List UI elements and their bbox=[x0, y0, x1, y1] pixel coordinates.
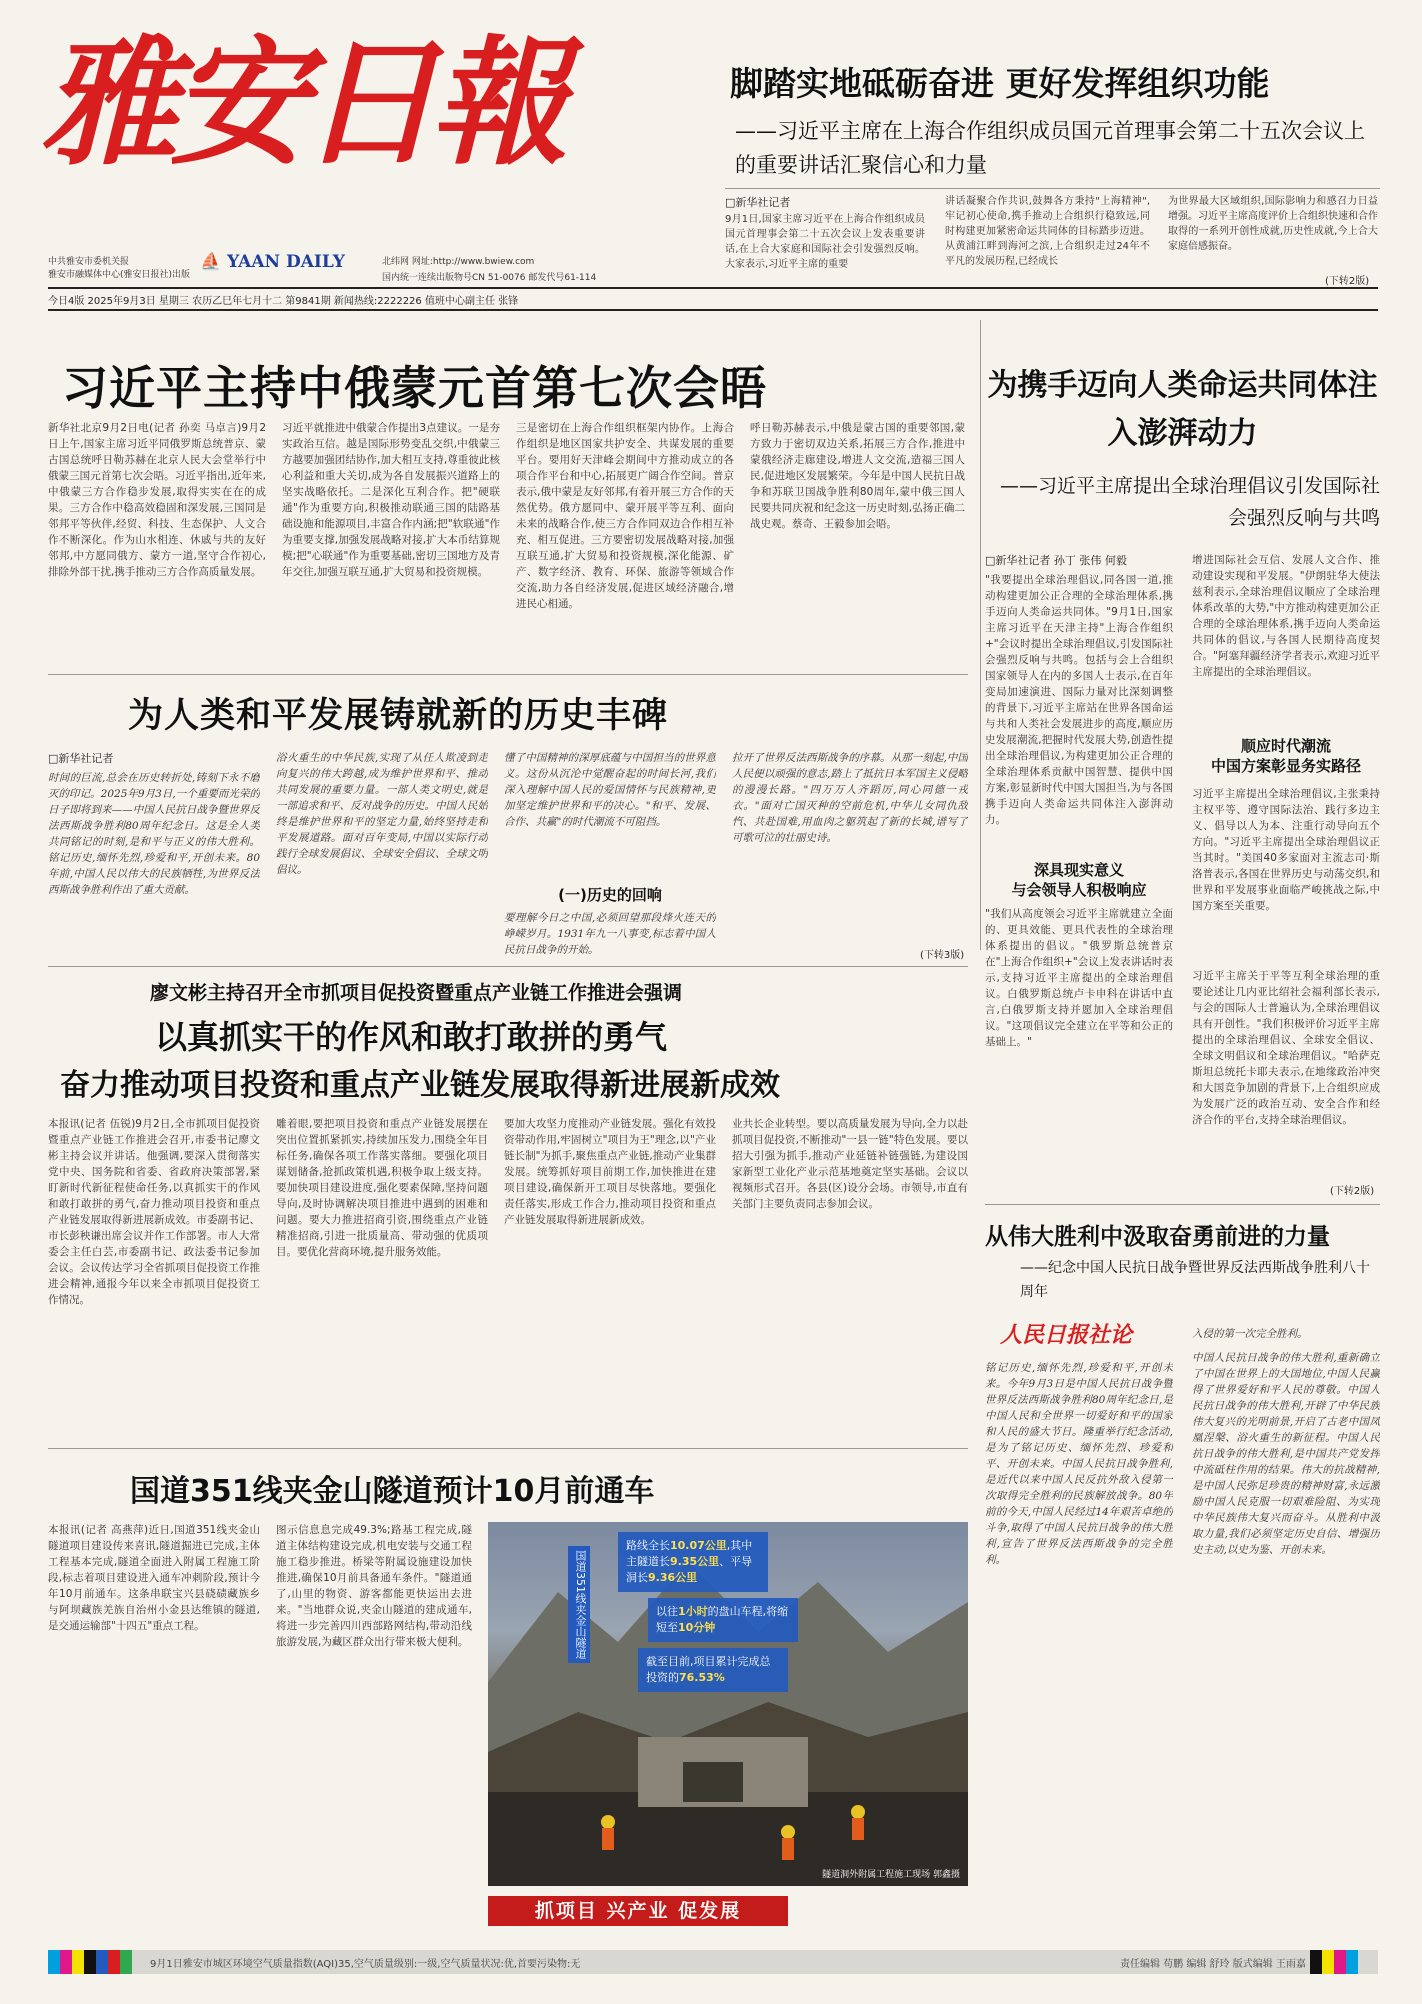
right1-col-e: 习近平主席关于平等互利全球治理的重要论述让几内亚比绍社会福利部长表示,与会的国际人士普遍认为,全球治理倡议具有开创性。"我们积极评价习近平主席提出的全球治理倡议、全球安全倡议、全球文明倡议和全球治理倡议。"哈萨克斯坦总统托卡耶夫表示,在地缘政治冲突和大国竞争加剧的背景下,上合组织应成为发展广泛的政治互动、安全合作和经济合作的平台,支持全球治理倡议。 bbox=[1192, 970, 1380, 1126]
c2a: 以往 bbox=[656, 1605, 678, 1618]
swatch-cyan bbox=[48, 1950, 60, 1974]
editorial-logo-text: 人民日报社论 bbox=[1000, 1322, 1133, 1348]
footer-swatches-right bbox=[1310, 1950, 1358, 1974]
peace-continued: (下转3版) bbox=[920, 950, 965, 961]
tunnel-callout-1 bbox=[618, 1532, 768, 1592]
right1-col-b: 增进国际社会互信、发展人文合作、推动建设实现和平发展。"伊朗驻华大使法兹利表示,全球治理倡议顺应了全球治理体系改革的大势,"中方推动构建更加公正合理的全球治理体系,携手迈向人类命运共同体的倡议,与各国人民期待高度契合。"阿塞拜疆经济学者表示,欢迎习近平主席提出的全球治理倡议。 bbox=[1192, 554, 1380, 678]
right1-byline: □新华社记者 孙丁 张伟 何毅 bbox=[985, 554, 1127, 567]
projects-kicker: 廖文彬主持召开全市抓项目促投资暨重点产业链工作推进会强调 bbox=[150, 982, 683, 1004]
swatch-magenta bbox=[60, 1950, 72, 1974]
footer-weather: 9月1日雅安市城区环境空气质量指数(AQI)35,空气质量级别:一级,空气质量状况:优,首要污染物:无 bbox=[150, 1959, 581, 1970]
projects-col4: 业共长企业转型。要以高质量发展为导向,全力以赴抓项目促投资,不断推动"一县一链"特色发展。要以招大引强为抓手,推动产业延链补链强链,为建设国家新型工业化产业示范基地奠定坚实基础。会议以视频形式召开。各县(区)设分会场。市领导,市直有关部门主要负责同志参加会议。 bbox=[732, 1118, 968, 1210]
swatch-blue bbox=[96, 1950, 108, 1974]
c3b: 76.53% bbox=[679, 1671, 725, 1684]
date-line: 今日4版 2025年9月3日 星期三 农历乙巳年七月十二 第9841期 新闻热线:2222226 值班中心副主任 张锋 bbox=[48, 296, 519, 307]
right1-sub1: 顺应时代潮流 中国方案彰显务实路径 bbox=[1210, 737, 1361, 775]
projects-col1: 本报讯(记者 伍锐)9月2日,全市抓项目促投资暨重点产业链工作推进会召开,市委书记廖文彬主持会议并讲话。他强调,要深入贯彻落实党中央、国务院和省委、省政府决策部署,紧盯新时代新征程使命任务,以真抓实干的作风和敢打敢拼的勇气,奋力推动项目投资和重点产业链发展取得新进展新成效。市委副书记、市长彭秧谦出席会议并作工作部署。市人大常委会主任白芸,市委副书记、政法委书记参加会议。会议传达学习全省抓项目促投资工作推进会精神,通报今年以来全市抓项目促投资工作情况。 bbox=[48, 1118, 260, 1306]
swatch-black bbox=[84, 1950, 96, 1974]
c2d: 10分钟 bbox=[678, 1621, 716, 1634]
right1-col-d: "我们从高度领会习近平主席就建立全面的、更具效能、更具代表性的全球治理体系提出的倡议。"俄罗斯总统普京在"上海合作组织+"会议上发表讲话时表示,支持习近平主席提出的全球治理倡议。白俄罗斯总统卢卡申科在讲话中直言,白俄罗斯支持并愿加入全球治理倡议。"这项倡议完全建立在平等和公正的基础上。" bbox=[985, 908, 1173, 1048]
issn-info: 国内统一连续出版物号CN 51-0076 邮发代号61-114 bbox=[382, 273, 597, 283]
c1b: 10.07公里 bbox=[670, 1539, 727, 1552]
peace-col4: 拉开了世界反法西斯战争的序幕。从那一刻起,中国人民便以顽强的意志,踏上了抵抗日本军国主义侵略的漫漫长路。"四万万人齐蹈厉,同心同德一戎衣。"面对亡国灭种的空前危机,中华儿女同仇敌忾、共赴国难,用血肉之躯筑起了新的长城,谱写了可歌可泣的壮丽史诗。 bbox=[732, 752, 968, 844]
sco-col2: 习近平就推进中俄蒙合作提出3点建议。一是夯实政治互信。越是国际形势变乱交织,中俄蒙三方越要加强团结协作,加大相互支持,尊重彼此核心利益和重大关切,成为各自发展振兴道路上的坚实战略依托。二是深化互利合作。把"硬联通"作为重要方向,积极推动联通三国的陆路基础设施和能源项目,丰富合作内涵;把"软联通"作为重要支撑,加强发展战略对接,扩大本币结算规模;把"心联通"作为重要基础,密切三国地方及青年交往,加强互联互通,扩大贸易和投资规模。 bbox=[282, 422, 500, 578]
swatch-r-magenta bbox=[1334, 1950, 1346, 1974]
right1-continued: (下转2版) bbox=[1330, 1186, 1375, 1197]
swatch-r-yellow bbox=[1322, 1950, 1334, 1974]
right1-title: 为携手迈向人类命运共同体注入澎湃动力 bbox=[987, 368, 1378, 451]
editorial-title: 从伟大胜利中汲取奋勇前进的力量 bbox=[985, 1224, 1330, 1250]
c3a: 截至目前,项目累计完成总投资的 bbox=[646, 1655, 771, 1684]
c1e: 、平导洞长 bbox=[626, 1555, 753, 1584]
editorial-col2: 中国人民抗日战争的伟大胜利,重新确立了中国在世界上的大国地位,中国人民赢得了世界爱好和平人民的尊敬。中国人民抗日战争的伟大胜利,开辟了中华民族伟大复兴的光明前景,开启了古老中国凤凰涅槃、浴火重生的新征程。中国人民抗日战争的伟大胜利,是中国共产党发挥中流砥柱作用的结果。伟大的抗战精神,是中国人民弥足珍贵的精神财富,永远激励中国人民克服一切艰难险阻、为实现中华民族伟大复兴而奋斗。从胜利中汲取力量,我们必须坚定历史自信、增强历史主动,以史为鉴、开创未来。 bbox=[1192, 1352, 1380, 1556]
tunnel-top-rule bbox=[48, 1448, 968, 1449]
english-title: YAAN DAILY bbox=[227, 252, 345, 272]
projects-title1: 以真抓实干的作风和敢打敢拼的勇气 bbox=[155, 1018, 668, 1056]
top-story-col1: 9月1日,国家主席习近平在上海合作组织成员国元首理事会第二十五次会议上发表重要讲话,在上合大家庭和国际社会引发强烈反响。大家表示,习近平主席的重要 bbox=[725, 214, 925, 270]
peace-byline: □新华社记者 bbox=[48, 752, 114, 765]
peace-col1: 时间的巨流,总会在历史转折处,铸刻下永不磨灭的印记。2025年9月3日,一个重要而光荣的日子即将到来——中国人民抗日战争暨世界反法西斯战争胜利80周年纪念日。这是全人类共同铭记的时刻,是和平与正义的伟大胜利。铭记历史,缅怀先烈,珍爱和平,开创未来。80年前,中国人民以伟大的民族牺牲,为世界反法西斯战争胜利作出了重大贡献。 bbox=[48, 772, 260, 896]
c2b: 1小时 bbox=[678, 1605, 708, 1618]
sail-icon: ⛵ bbox=[200, 252, 222, 272]
sco-col4: 呼日勒苏赫表示,中俄是蒙古国的重要邻国,蒙方致力于密切双边关系,拓展三方合作,推进中蒙俄经济走廊建设,增进人文交流,造福三国人民,促进地区发展繁荣。今年是中国人民抗日战争和苏联卫国战争胜利80周年,蒙中俄三国人民要共同庆祝和纪念这一历史时刻,弘扬正确二战史观。蔡奇、王毅参加会晤。 bbox=[750, 422, 965, 530]
projects-col3: 要加大攻坚力度推动产业链发展。强化有效投资带动作用,牢固树立"项目为王"理念,以"产业链长制"为抓手,聚焦重点产业链,推动产业集群发展。统筹抓好项目前期工作,加快推进在建项目建设,确保新开工项目尽快落地。要强化责任落实,形成工作合力,推动项目投资和重点产业链发展取得新进展新成效。 bbox=[504, 1118, 716, 1226]
peace-col2: 浴火重生的中华民族,实现了从任人欺凌到走向复兴的伟大跨越,成为维护世界和平、推动共同发展的重要力量。一部人类文明史,就是一部追求和平、反对战争的历史。中国人民始终是维护世界和平的坚定力量,始终坚持走和平发展道路。面对百年变局,中国以实际行动践行全球发展倡议、全球安全倡议、全球文明倡议。 bbox=[276, 752, 488, 876]
right1-col-c: 习近平主席提出全球治理倡议,主张秉持主权平等、遵守国际法治、践行多边主义、倡导以人为本、注重行动导向五个方向。"习近平主席提出全球治理倡议正当其时。"美国40多家面对主流志司·斯洛普表示,各国在世界历史与动荡交织,和世界和平发展事业面临严峻挑战之际,中国方案至关重要。 bbox=[1192, 788, 1380, 912]
top-story-rule bbox=[725, 188, 1380, 189]
right1-sub2: 深具现实意义 与会领导人积极响应 bbox=[1011, 861, 1147, 899]
peace-title: 为人类和平发展铸就新的历史丰碑 bbox=[128, 696, 669, 736]
swatch-red bbox=[108, 1950, 120, 1974]
date-rule bbox=[48, 309, 1378, 311]
editorial-intro: 入侵的第一次完全胜利。 bbox=[1192, 1328, 1308, 1340]
swatch-r-cyan bbox=[1346, 1950, 1358, 1974]
footer-editors: 责任编辑 苟鹏 编辑 舒玲 版式编辑 王雨嘉 bbox=[1120, 1959, 1306, 1970]
vertical-rule bbox=[980, 320, 981, 950]
projects-title2: 奋力推动项目投资和重点产业链发展取得新进展新成效 bbox=[60, 1068, 780, 1103]
tunnel-tag: 国道351线夹金山隧道 bbox=[568, 1546, 590, 1663]
editorial-logo bbox=[1000, 1318, 1132, 1349]
tunnel-col1: 本报讯(记者 高燕萍)近日,国道351线夹金山隧道项目建设传来喜讯,隧道掘进已完成,主体工程基本完成,隧道全面进入附属工程施工阶段,标志着项目建设进入通车冲刺阶段,预计今年10月前通车。这条串联宝兴县硗碛藏族乡与阿坝藏族羌族自治州小金县达维镇的隧道,是交通运输部"十四五"重点工程。 bbox=[48, 1524, 260, 1632]
masthead-english bbox=[200, 252, 345, 272]
sco-col3: 三是密切在上海合作组织框架内协作。上海合作组织是地区国家共护安全、共谋发展的重要平台。要用好天津峰会期间中方推动成立的各项合作平台和中心,拓展更广阔合作空间。普京表示,俄中蒙是友好邻邦,有着开展三方合作的天然优势。俄方愿同中、蒙开展平等互利、面向未来的战略合作,使三方合作同双边合作相互补充、相互促进。三方要密切发展战略对接,加强互联互通,扩大贸易和投资规模,深化能源、矿产、数字经济、教育、环保、旅游等领域合作交流,助力各自经济发展,促进区域经济融合,增进民心相通。 bbox=[516, 422, 734, 610]
tunnel-col2: 图示信息息完成49.3%;路基工程完成,隧道主体结构建设完成,机电安装与交通工程施工稳步推进。桥梁等附属设施建设加快推进,确保10月前具备通车条件。"隧道通了,山里的物资、游客都能更快运出去进来。"当地群众说,夹金山隧道的建成通车,将进一步完善四川西部路网结构,带动沿线旅游发展,为藏区群众出行带来极大便利。 bbox=[276, 1524, 472, 1648]
edition-info: 北纬网 网址:http://www.bwiew.com bbox=[382, 257, 535, 267]
sco-title: 习近平主持中俄蒙元首第七次会晤 bbox=[62, 361, 767, 415]
editorial-top-rule bbox=[985, 1204, 1380, 1205]
top-story-continued: (下转2版) bbox=[1325, 276, 1370, 287]
top-story-title: 脚踏实地砥砺奋进 更好发挥组织功能 bbox=[730, 64, 1270, 103]
tunnel-callout-3 bbox=[638, 1648, 788, 1692]
sco-col1: 新华社北京9月2日电(记者 孙奕 马卓言)9月2日上午,国家主席习近平同俄罗斯总统普京、蒙古国总统呼日勒苏赫在北京人民大会堂举行中俄蒙三国元首第七次会晤。习近平指出,近年来,中俄蒙三方合作稳步发展,取得实实在在的成果。三方合作中稳高效稳固和深发展,三国同是邻邦平等伙伴,经贸、科技、生态保护、人文合作不断深化。作为山水相连、休戚与共的友好邻邦,中方愿同俄方、蒙方一道,坚守合作初心,排除外部干扰,携手推动三方合作高质量发展。 bbox=[48, 422, 266, 578]
tunnel-callout-2 bbox=[648, 1598, 798, 1642]
top-story-subtitle: ——习近平主席在上海合作组织成员国元首理事会第二十五次会议上的重要讲话汇聚信心和力量 bbox=[735, 119, 1365, 177]
c1c: ,其中主隧道长 bbox=[626, 1539, 753, 1568]
c1d: 9.35公里 bbox=[670, 1555, 720, 1568]
tunnel-banner: 抓项目 兴产业 促发展 bbox=[488, 1896, 788, 1926]
tunnel-photo-caption: 隧道洞外附属工程施工现场 郭鑫摄 bbox=[822, 1870, 960, 1880]
c1a: 路线全长 bbox=[626, 1539, 670, 1552]
color-swatches bbox=[48, 1950, 132, 1974]
swatch-yellow bbox=[72, 1950, 84, 1974]
editorial-subtitle: ——纪念中国人民抗日战争暨世界反法西斯战争胜利八十周年 bbox=[1020, 1260, 1370, 1300]
peace-sub1: (一)历史的回响 bbox=[558, 886, 662, 904]
top-story-col2: 讲话凝聚合作共识,鼓舞各方秉持"上海精神",牢记初心使命,携手推动上合组织行稳致远,同时构建更加紧密命运共同体的目标踏步迈进。从黄浦江畔到海河之滨,上合组织走过24年不平凡的发展历程,已经成长 bbox=[945, 196, 1150, 267]
masthead-rule bbox=[48, 287, 1378, 289]
tunnel-photo bbox=[488, 1522, 968, 1886]
masthead-logo: 雅安日報 bbox=[40, 21, 561, 184]
top-story-byline: □新华社记者 bbox=[725, 196, 791, 209]
swatch-r-black bbox=[1310, 1950, 1322, 1974]
masthead-sponsor: 中共雅安市委机关报 雅安市融媒体中心(雅安日报社)出版 bbox=[48, 257, 191, 280]
peace-col3b: 要理解今日之中国,必须回望那段烽火连天的峥嵘岁月。1931年九一八事变,标志着中国人民抗日战争的开始。 bbox=[504, 912, 716, 956]
editorial-col1: 铭记历史,缅怀先烈,珍爱和平,开创未来。今年9月3日是中国人民抗日战争暨世界反法西斯战争胜利80周年纪念日,是中国人民和全世界一切爱好和平的国家和人民的盛大节日。隆重举行纪念活动,是为了铭记历史、缅怀先烈、珍爱和平、开创未来。中国人民抗日战争胜利,是近代以来中国人民反抗外敌入侵第一次取得完全胜利的民族解放战争。80年前的今天,中国人民经过14年艰苦卓绝的斗争,取得了中国人民抗日战争的伟大胜利,宣告了世界反法西斯战争的完全胜利。 bbox=[985, 1362, 1173, 1566]
top-story-col3: 为世界最大区域组织,国际影响力和感召力日益增强。习近平主席高度评价上合组织快速和合作取得的一系列开创性成就,历史性成就,今上合大家庭倍感振奋。 bbox=[1168, 196, 1378, 252]
tunnel-title: 国道351线夹金山隧道预计10月前通车 bbox=[130, 1474, 655, 1509]
right1-subtitle: ——习近平主席提出全球治理倡议引发国际社会强烈反响与共鸣 bbox=[999, 475, 1380, 529]
right1-col-a: "我要提出全球治理倡议,同各国一道,推动构建更加公正合理的全球治理体系,携手迈向人类命运共同体。"9月1日,国家主席习近平在天津主持"上海合作组织+"会议时提出全球治理倡议,引发国际社会强烈反响与共鸣。包括与会上合组织国家领导人在内的多国人士表示,在百年变局加速演进、国际力量对比深刻调整的背景下,习近平主席站在世界各国命运与共和人类社会发展进步的高度,顺应历史发展潮流,把握时代发展大势,创造性提出全球治理倡议,为构建更加公正合理的全球治理体系贡献中国智慧、提供中国方案,彰显新时代中国大国担当,为与各国携手迈向人类命运共同体注入澎湃动力。 bbox=[985, 574, 1173, 826]
peace-top-rule bbox=[48, 674, 968, 675]
projects-col2: 雕着眼,要把项目投资和重点产业链发展摆在突出位置抓紧抓实,持续加压发力,围绕全年目标任务,确保各项工作落实落细。要强化项目谋划储备,抢抓政策机遇,积极争取上级支持。要加快项目建设进度,强化要素保障,坚持问题导向,及时协调解决项目推进中遇到的困难和问题。要大力推进招商引资,围绕重点产业链精准招商,引进一批质量高、带动强的优质项目。要优化营商环境,提升服务效能。 bbox=[276, 1118, 488, 1258]
swatch-green bbox=[120, 1950, 132, 1974]
c2c: 的盘山车程,将缩短至 bbox=[656, 1605, 789, 1634]
peace-col3: 懂了中国精神的深厚底蕴与中国担当的世界意义。这份从沉沦中觉醒奋起的时间长河,我们深入理解中国人民的爱国情怀与民族精神,更加坚定维护世界和平的决心。"和平、发展、合作、共赢"的时代潮流不可阻挡。 bbox=[504, 752, 716, 828]
c1f: 9.36公里 bbox=[648, 1571, 698, 1584]
projects-top-rule bbox=[48, 966, 968, 967]
